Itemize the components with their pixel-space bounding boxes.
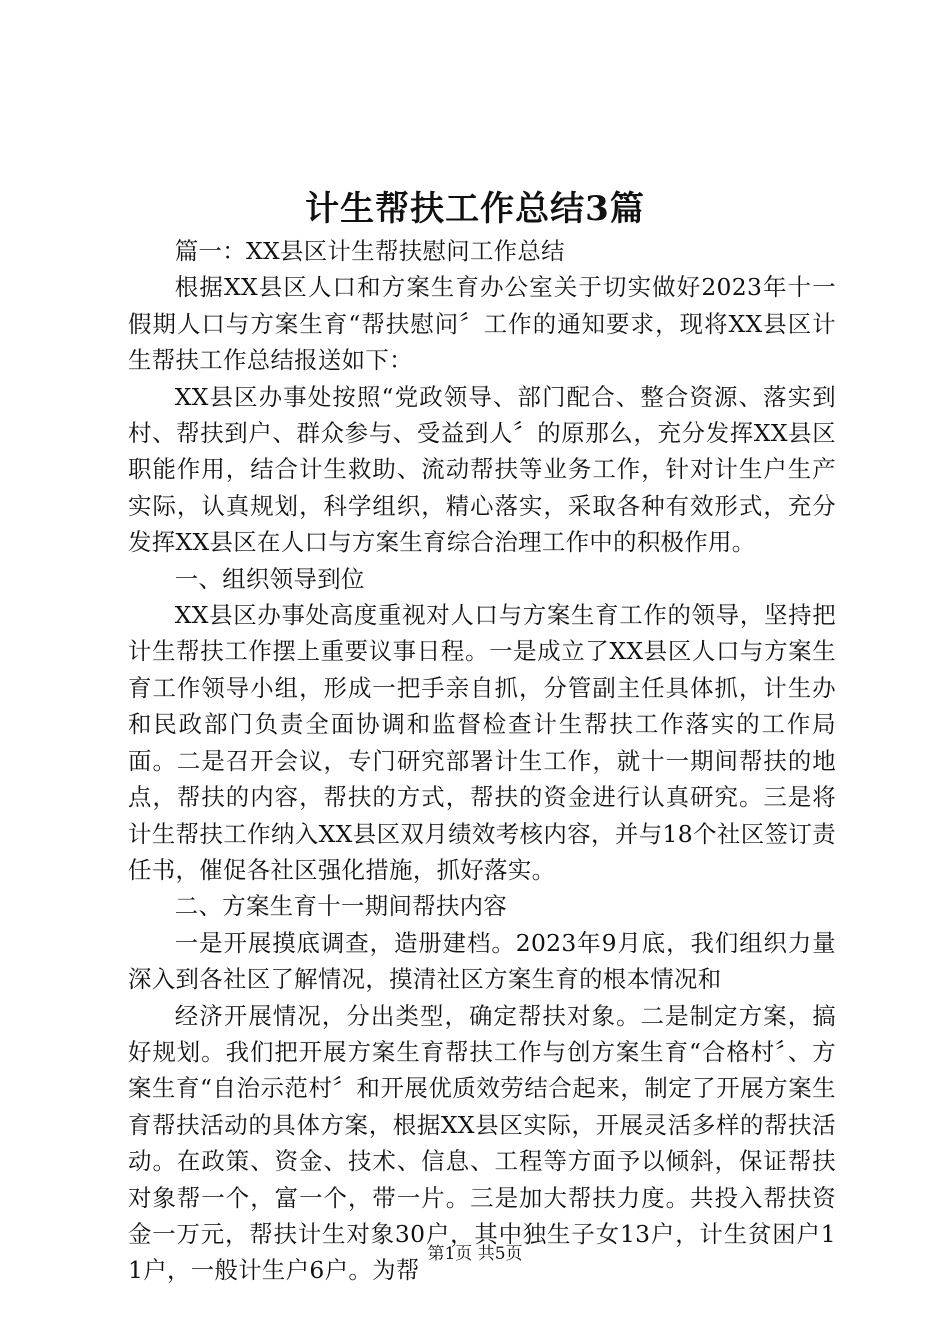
document-title: 计生帮扶工作总结3篇 [305,189,645,229]
section-heading: 一、组织领导到位 [174,564,365,593]
section-heading-part-one: 篇一：XX县区计生帮扶慰问工作总结 [174,237,565,265]
section-heading: 二、方案生育十一期间帮扶内容 [174,892,508,921]
body-paragraph: 经济开展情况，分出类型，确定帮扶对象。二是制定方案，搞好规划。我们把开展方案生育帮扶工作与创方案生育“合格村〞、方案生育“自治示范村〞和开展优质效劳结合起来，制定了开展方案生育帮扶活动的具体方案，根据XX县区实际，开展灵活多样的帮扶活动。在政策、资金、技术、信息、工程等方面予以倾斜，保证帮扶对象帮一个，富一个，带一片。三是加大帮扶力度。共投入帮扶资金一万元，帮扶计生对象30户，其中独生子女13户，计生贫困户11户，一般计生户6户。为帮 [128,1001,836,1285]
document-body [128,233,836,1289]
body-paragraph: XX县区办事处按照“党政领导、部门配合、整合资源、落实到村、帮扶到户、群众参与、受益到人〞的原那么，充分发挥XX县区职能作用，结合计生救助、流动帮扶等业务工作，针对计生户生产实际，认真规划，科学组织，精心落实，采取各种有效形式，充分发挥XX县区在人口与方案生育综合治理工作中的积极作用。 [128,382,836,557]
body-paragraph: XX县区办事处高度重视对人口与方案生育工作的领导，坚持把计生帮扶工作摆上重要议事日程。一是成立了XX县区人口与方案生育工作领导小组，形成一把手亲自抓，分管副主任具体抓，计生办和民政部门负责全面协调和监督检查计生帮扶工作落实的工作局面。二是召开会议，专门研究部署计生工作，就十一期间帮扶的地点，帮扶的内容，帮扶的方式，帮扶的资金进行认真研究。三是将计生帮扶工作纳入XX县区双月绩效考核内容，并与18个社区签订责任书，催促各社区强化措施，抓好落实。 [128,601,836,884]
body-paragraph: 根据XX县区人口和方案生育办公室关于切实做好2023年十一假期人口与方案生育“帮扶慰问〞工作的通知要求，现将XX县区计生帮扶工作总结报送如下： [128,273,836,375]
page-footer: 第1页 共5页 [427,1244,523,1264]
body-paragraph: 一是开展摸底调查，造册建档。2023年9月底，我们组织力量深入到各社区了解情况，摸清社区方案生育的根本情况和 [128,928,836,994]
